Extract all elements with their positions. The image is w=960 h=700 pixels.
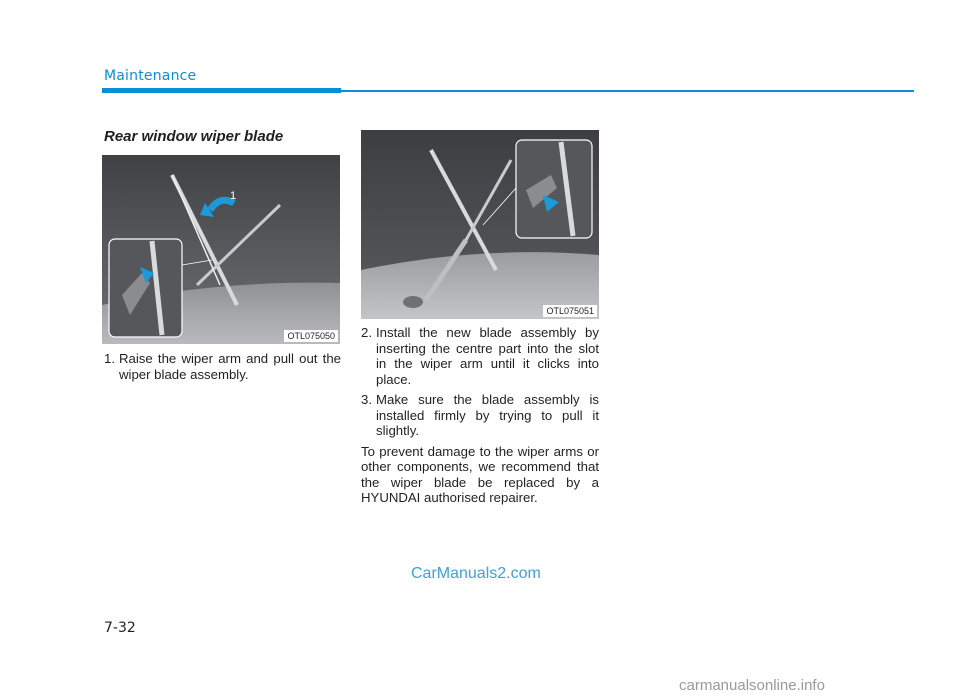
step-text: Install the new blade assembly by inserting the centre part into the slot in the wiper arm until it clicks into place.: [376, 325, 599, 387]
steps-left: [104, 351, 341, 387]
step-text: Raise the wiper arm and pull out the wiper blade assembly.: [119, 351, 341, 382]
illustration-install-blade: [361, 130, 599, 319]
step-item: [361, 325, 599, 387]
figure-code: OTL075051: [543, 305, 597, 317]
watermark-link[interactable]: CarManuals2.com: [411, 565, 541, 582]
step-number: 3.: [361, 392, 372, 407]
step-number: 2.: [361, 325, 372, 340]
section-title: Maintenance: [104, 68, 197, 84]
step-item: [104, 351, 341, 382]
note-paragraph: To prevent damage to the wiper arms or other components, we recommend that the wiper blade be replaced by a HYUNDAI authorised repairer.: [361, 443, 599, 505]
watermark-bottom: carmanualsonline.info: [679, 677, 825, 694]
header-rule-thin: [341, 90, 914, 92]
step-item: [361, 392, 599, 439]
figure-code: OTL075050: [284, 330, 338, 342]
header-rule-thick: [102, 88, 341, 93]
page-number: 7-32: [104, 620, 136, 636]
steps-right: [361, 325, 599, 506]
subheading: Rear window wiper blade: [104, 128, 284, 145]
illustration-raise-arm: [102, 155, 340, 344]
figure-install-blade: [361, 130, 599, 319]
step-text: Make sure the blade assembly is installed firmly by trying to pull it slightly.: [376, 392, 599, 438]
callout-label: 1: [230, 190, 237, 202]
figure-remove-blade: [102, 155, 340, 344]
step-number: 1.: [104, 351, 115, 366]
